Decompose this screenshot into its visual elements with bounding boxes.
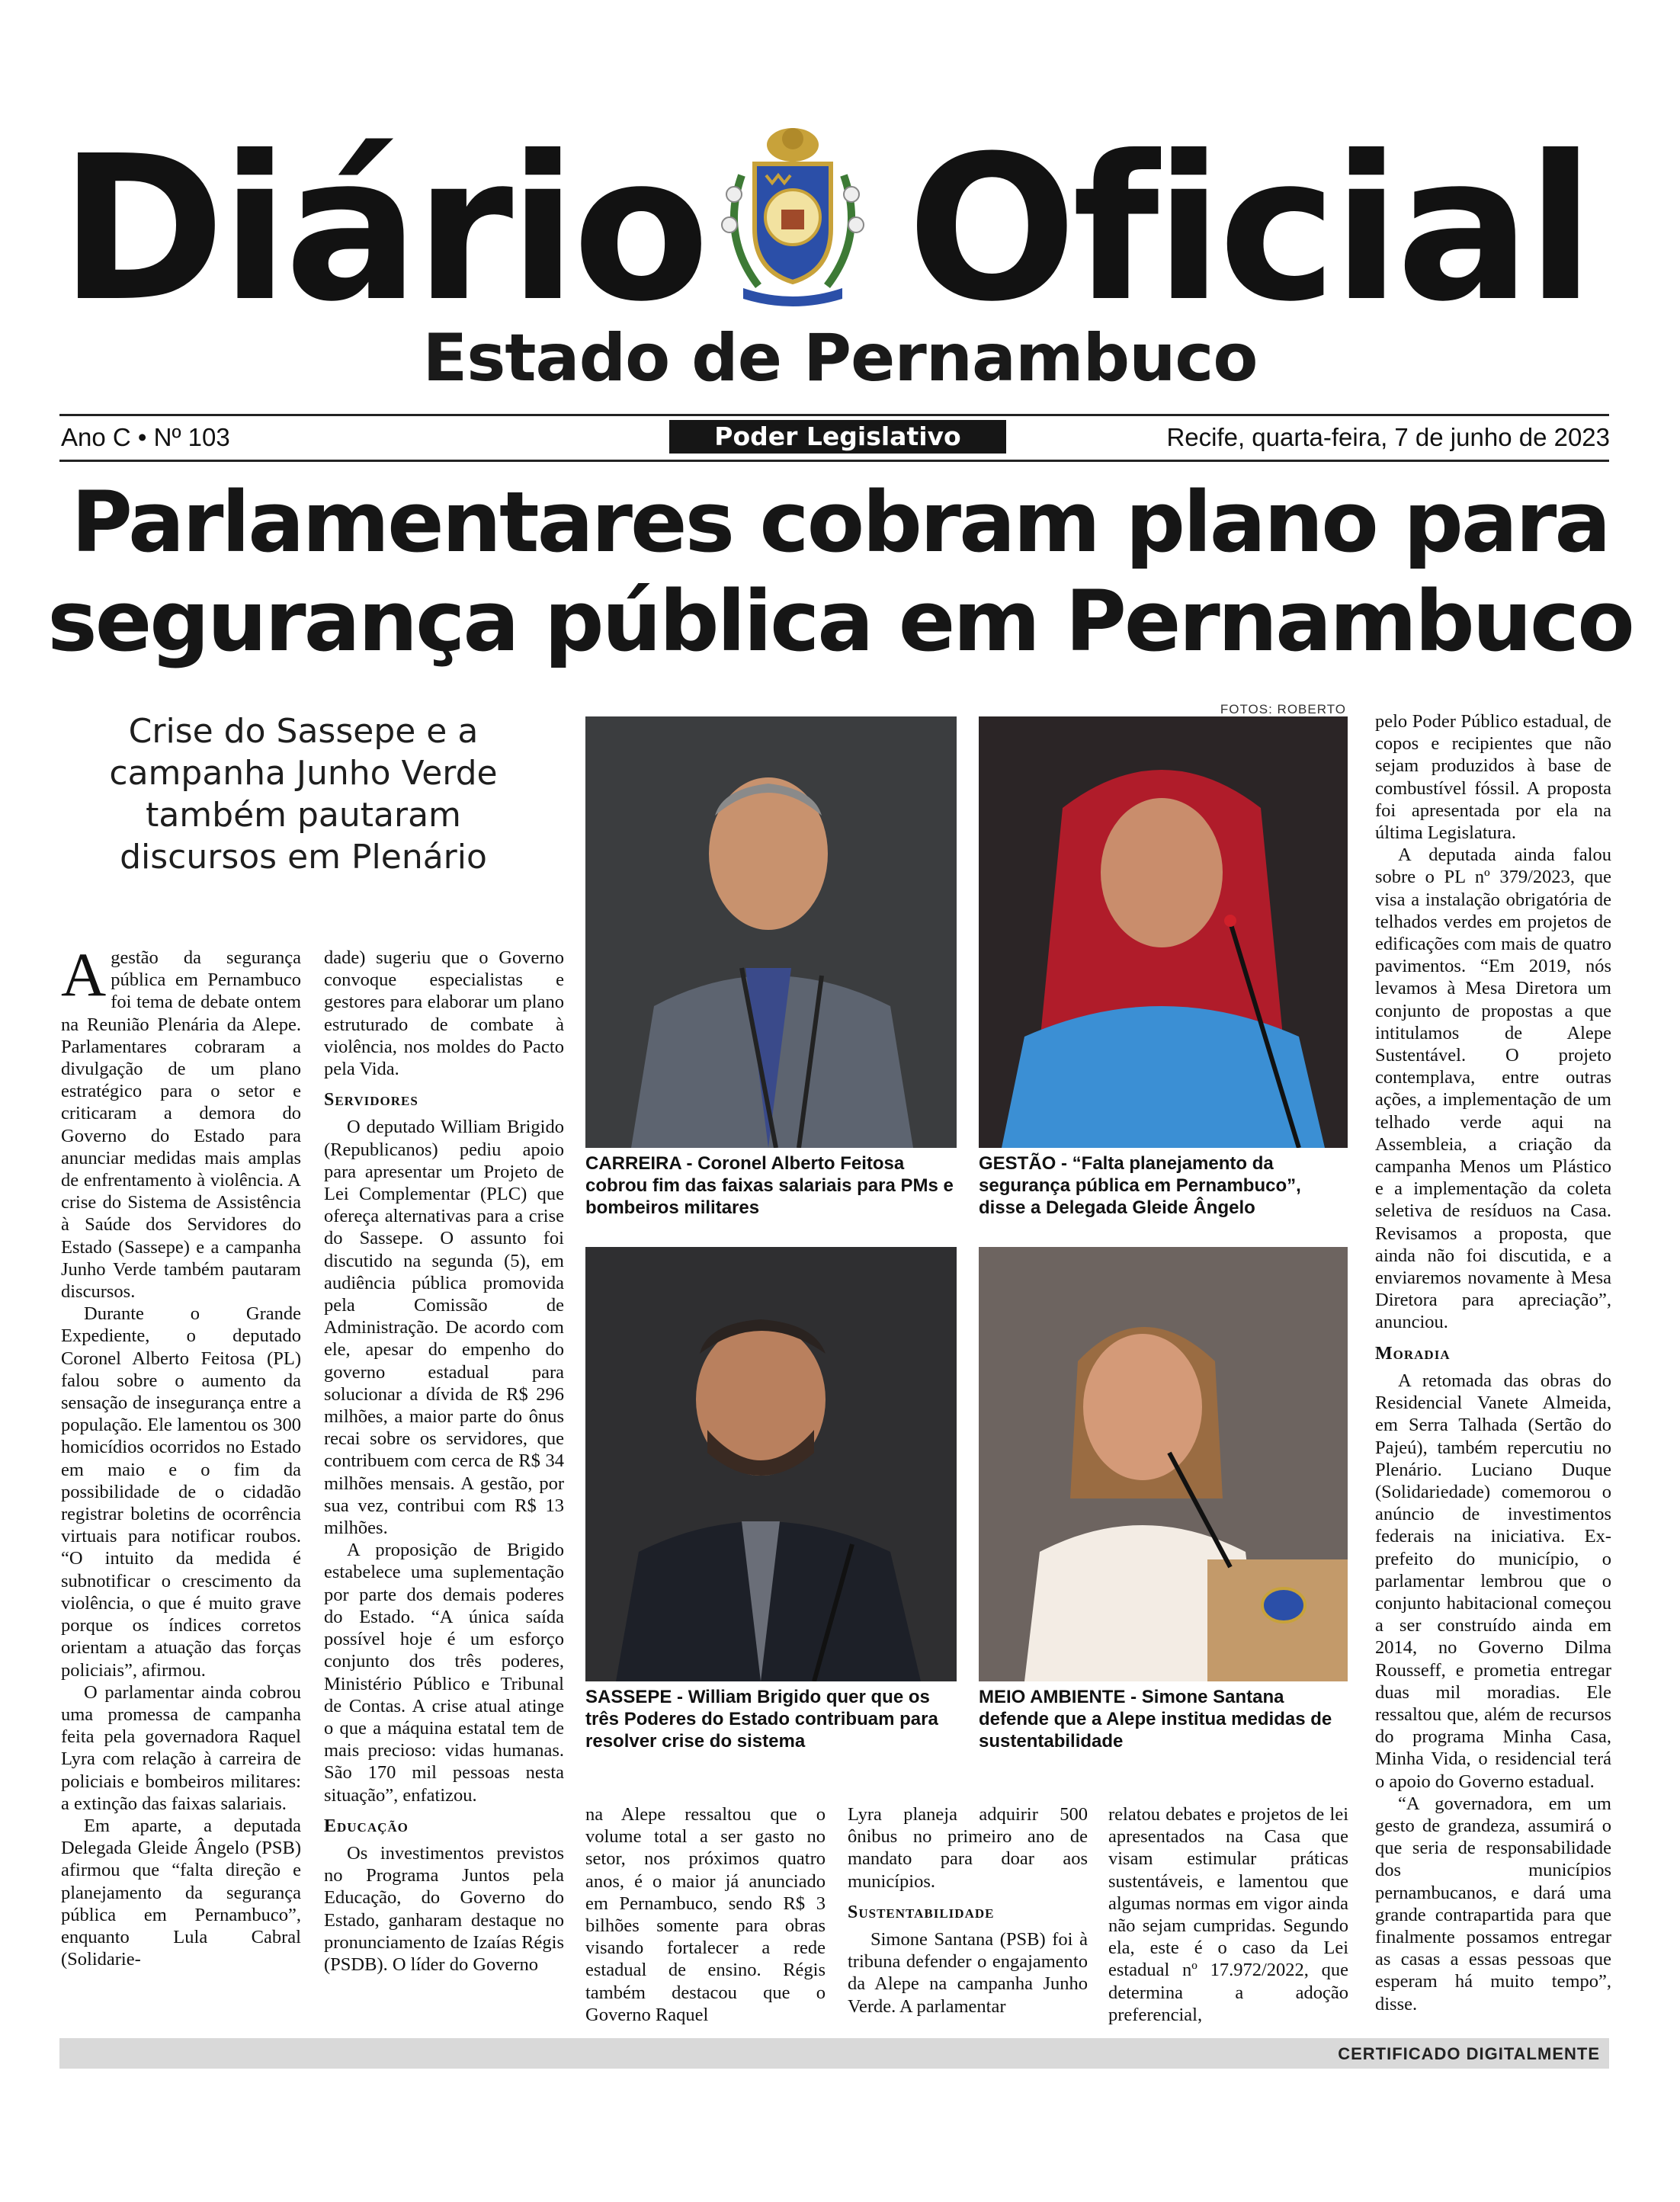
article-paragraph: Simone Santana (PSB) foi à tribuna defender o engajamento da Alepe na campanha Junho Verde. A parlamentar: [848, 1929, 1088, 2017]
publication-date: Recife, quarta-feira, 7 de junho de 2023: [1166, 423, 1610, 451]
masthead-rule-bottom: [59, 460, 1609, 462]
article-column-6: [1375, 710, 1611, 2015]
article-paragraph: dade) sugeriu que o Governo convoque especialistas e gestores para elaborar um plano estruturado de combate à violência, nos moldes do Pacto pela Vida.: [324, 947, 564, 1080]
article-paragraph: relatou debates e projetos de lei apresentados na Casa que visam estimular práticas sustentáveis, e lamentou que algumas normas em vigor ainda não sejam cumpridas. Segundo ela, este é o caso da Lei estadual nº 17.972/2022, que determina a adoção preferencial,: [1108, 1804, 1348, 2025]
photo-alberto-feitosa: [585, 716, 957, 1148]
photo-caption: MEIO AMBIENTE - Simone Santana defende que a Alepe institua medidas de sustentabilidade: [979, 1687, 1332, 1752]
article-subhead: Crise do Sassepe e a campanha Junho Verde também pautaram discursos em Plenário: [109, 712, 498, 877]
article-paragraph: O parlamentar ainda cobrou uma promessa de campanha feita pela governadora Raquel Lyra com relação à carreira de policiais e bombeiros militares: a extinção das faixas salariais.: [61, 1681, 301, 1814]
article-paragraph: na Alepe ressaltou que o volume total a ser gasto no setor, nos próximos quatro anos, é o maior já anunciado em Pernambuco, sendo R$ 3 bilhões somente para obras visando fortalecer a rede estadual de ensino. Régis também destacou que o Governo Raquel: [585, 1804, 826, 2025]
footer-bar: [59, 2038, 1609, 2069]
section-heading-servidores: Servidores: [324, 1090, 418, 1111]
article-paragraph: Em aparte, a deputada Delegada Gleide Ângelo (PSB) afirmou que “falta direção e planejamento da segurança pública em Pernambuco”, enquanto Lula Cabral (Solidarie-: [61, 1815, 301, 1970]
drop-cap: A: [61, 940, 107, 1009]
article-column-5: [1108, 1803, 1348, 2026]
photo-credit: FOTOS: ROBERTO: [1220, 702, 1346, 716]
page-headline: Parlamentares cobram plano para segurança pública em Pernambuco: [47, 473, 1633, 670]
photo-william-brigido: [585, 1247, 957, 1681]
article-column-3: [585, 1803, 826, 2026]
photo-caption: GESTÃO - “Falta planejamento da segurança pública em Pernambuco”, disse a Delegada Gleide Ângelo: [979, 1153, 1301, 1218]
pernambuco-coat-of-arms-icon: [713, 122, 873, 313]
article-paragraph: O deputado William Brigido (Republicanos) pediu apoio para apresentar um Projeto de Lei Complementar (PLC) que ofereça alternativas para a crise do Sassepe. O assunto foi discutido na segunda (5), em audiência pública promovida pela Comissão de Administração. De acordo com ele, apesar do empenho do governo estadual para solucionar a dívida de R$ 296 milhões, a maior parte do ônus recai sobre os servidores, que contribuem com cerca de R$ 34 milhões mensais. A gestão, por sua vez, contribui com R$ 13 milhões.: [324, 1117, 564, 1539]
photo-gleide-angelo: [979, 716, 1348, 1148]
photo-simone-santana: [979, 1247, 1348, 1681]
masthead-rule-top: [59, 414, 1609, 416]
article-paragraph: Durante o Grande Expediente, o deputado Coronel Alberto Feitosa (PL) falou sobre o aumento da sensação de insegurança entre a população. Ele lamentou os 300 homicídios ocorridos no Estado em maio e o fim da possibilidade de o cidadão registrar boletins de ocorrência virtuais para notificar roubos. “O intuito da medida é subnotificar o crescimento da violência, o que é muito grave porque os índices corretos orientam a atuação das forças policiais”, afirmou.: [61, 1303, 301, 1681]
edition-number: Ano C • Nº 103: [61, 423, 230, 451]
article-column-4: [848, 1803, 1088, 2018]
section-heading-educacao: Educação: [324, 1816, 409, 1836]
section-heading-moradia: Moradia: [1375, 1343, 1451, 1364]
paragraph-text: gestão da segurança pública em Pernambuco foi tema de debate ontem na Reunião Plenária da Alepe. Parlamentares cobraram a divulgação de um plano estratégico para o setor e criticaram a demora do Governo do Estado para anunciar medidas mais amplas de enfrentamento à violência. A crise do Sistema de Assistência à Saúde dos Servidores do Estado (Sassepe) e a campanha Junho Verde também pautaram discursos.: [61, 947, 301, 1303]
article-column-1: [61, 940, 301, 1970]
article-paragraph: [61, 940, 301, 1303]
article-paragraph: Os investimentos previstos no Programa Juntos pela Educação, do Governo do Estado, ganharam destaque no pronunciamento de Izaías Régis (PSDB). O líder do Governo: [324, 1842, 564, 1975]
photo-caption: CARREIRA - Coronel Alberto Feitosa cobrou fim das faixas salariais para PMs e bombeiros militares: [585, 1153, 954, 1218]
article-paragraph: A proposição de Brigido estabelece uma suplementação por parte dos demais poderes do Estado. “A única saída possível hoje é um esforço conjunto dos três poderes, Ministério Público e Tribunal de Contas. A crise atual atinge o que a máquina estatal tem de mais precioso: vidas humanas. São 170 mil pessoas nesta situação”, enfatizou.: [324, 1540, 564, 1806]
article-column-2: [324, 947, 564, 1976]
masthead-title-left: Diário: [59, 113, 706, 345]
masthead-subtitle: Estado de Pernambuco: [422, 320, 1258, 396]
article-paragraph: A retomada das obras do Residencial Vanete Almeida, em Serra Talhada (Sertão do Pajeú), também repercutiu no Plenário. Luciano Duque (Solidariedade) comemorou o anúncio de investimentos federais na iniciativa. Ex-prefeito do município, o parlamentar lembrou que o conjunto habitacional começou a ser construído ainda em 2014, no Governo Dilma Rousseff, e prometia entregar duas mil moradias. Ele ressaltou que, além de recursos do programa Minha Casa, Minha Vida, o residencial terá o apoio do Governo estadual.: [1375, 1370, 1611, 1792]
masthead-title-right: Oficial: [907, 113, 1591, 345]
article-paragraph: “A governadora, em um gesto de grandeza, assumirá o que seria de responsabilidade dos municípios pernambucanos, e dará uma grande contrapartida para que finalmente possamos entregar as casas a essas pessoas que esperam há muito tempo”, disse.: [1375, 1793, 1611, 2014]
section-badge: Poder Legislativo: [669, 420, 1006, 454]
digital-certification-label: CERTIFICADO DIGITALMENTE: [1338, 2044, 1600, 2063]
article-paragraph: A deputada ainda falou sobre o PL nº 379/2023, que visa a instalação obrigatória de telhados verdes em projetos de edificações com mais de quatro pavimentos. “Em 2019, nós levamos à Mesa Diretora um conjunto de propostas a que intitulamos de Alepe Sustentável. O projeto contemplava, entre outras ações, a implementação de um telhado verde aqui na Assembleia, a criação da campanha Menos um Plástico e a implementação da coleta seletiva de resíduos na Casa. Revisamos a proposta, que ainda não foi discutida, e a enviaremos novamente à Mesa Diretora para apreciação”, anunciou.: [1375, 845, 1611, 1333]
photo-caption: SASSEPE - William Brigido quer que os três Poderes do Estado contribuam para resolver crise do sistema: [585, 1687, 938, 1752]
article-paragraph: pelo Poder Público estadual, de copos e recipientes que não sejam produzidos à base de combustível fóssil. A proposta foi apresentada por ela na última Legislatura.: [1375, 711, 1611, 844]
article-paragraph: Lyra planeja adquirir 500 ônibus no primeiro ano de mandato para doar aos municípios.: [848, 1804, 1088, 1892]
section-heading-sustentabilidade: Sustentabilidade: [848, 1902, 995, 1922]
